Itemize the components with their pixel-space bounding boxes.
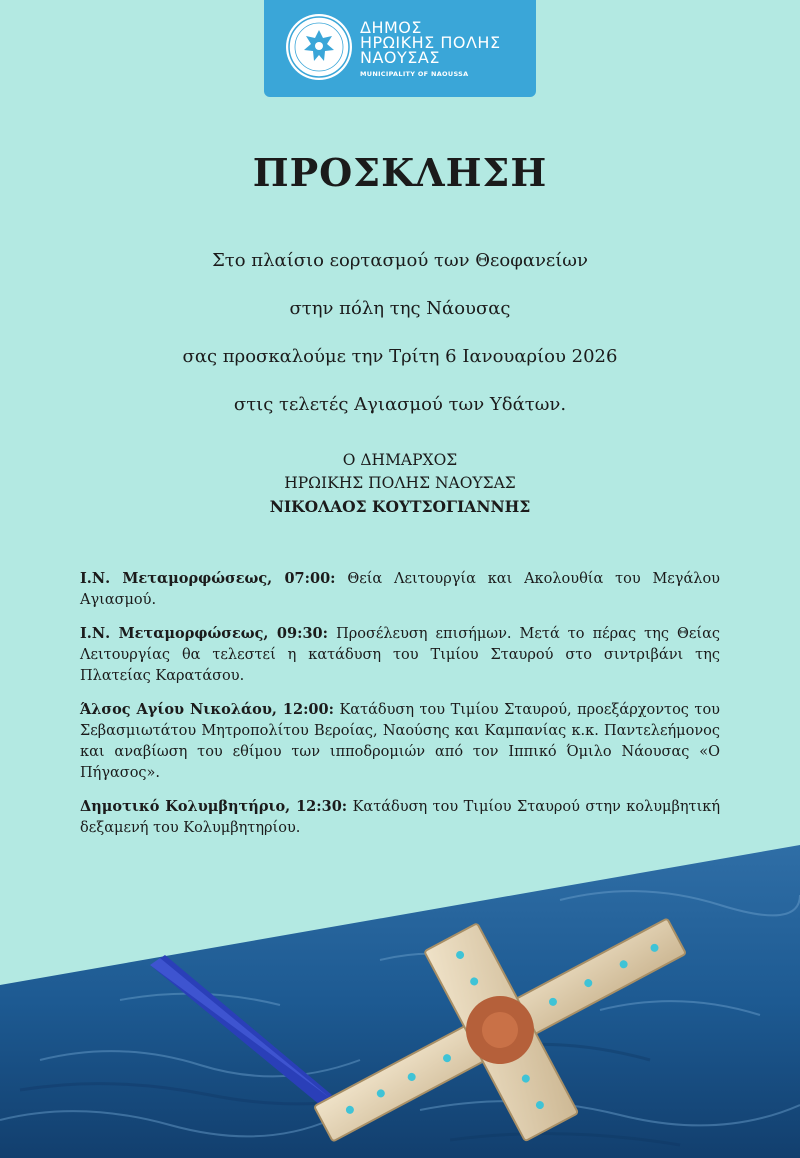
schedule-item-text: Θεία Λειτουργία και Ακολουθία του Μεγάλου Αγιασμού. — [80, 571, 721, 608]
municipality-seal-icon — [286, 14, 352, 80]
schedule-item-text: Κατάδυση του Τιμίου Σταυρού, προεξάρχοντος του Σεβασμιωτάτου Μητροπολίτου Βεροίας, Ναούσης και Καμπανίας κ.κ. Παντελεήμονος και αναβίωση του εθίμου των ιπποδρομιών από τον Ιππικό Όμιλο Νάουσας «Ο Πήγασος». — [80, 702, 720, 781]
ceremony-schedule — [80, 568, 720, 851]
page-title: ΠΡΟΣΚΛΗΣΗ — [252, 150, 548, 195]
intro-line: στις τελετές Αγιασμού των Υδάτων. — [233, 394, 567, 415]
schedule-item — [80, 623, 720, 687]
municipality-logo — [264, 0, 536, 97]
schedule-item-text: Προσέλευση επισήμων. Μετά το πέρας της Θείας Λειτουργίας θα τελεστεί η κατάδυση του Τιμίου Σταυρού στο σιντριβάνι της Πλατείας Καρατάσου. — [80, 626, 720, 684]
signature-municipality: ΗΡΩΙΚΗΣ ΠΟΛΗΣ ΝΑΟΥΣΑΣ — [284, 474, 516, 492]
intro-line: Στο πλαίσιο εορτασμού των Θεοφανείων — [212, 250, 588, 271]
schedule-item-text: Κατάδυση του Τιμίου Σταυρού στην κολυμβητική δεξαμενή του Κολυμβητηρίου. — [80, 799, 721, 836]
intro-line: στην πόλη της Νάουσας — [289, 298, 511, 319]
schedule-item — [80, 699, 720, 784]
schedule-item — [80, 568, 720, 611]
logo-line-2: ΗΡΩΙΚΗΣ ΠΟΛΗΣ — [360, 33, 501, 52]
logo-line-1: ΔΗΜΟΣ — [360, 18, 422, 37]
logo-line-3: ΝΑΟΥΣΑΣ — [360, 48, 440, 67]
logo-subtitle: MUNICIPALITY OF NAOUSSA — [360, 70, 469, 78]
schedule-item-place: Άλσος Αγίου Νικολάου, 12:00: — [80, 701, 334, 718]
intro-text — [0, 237, 800, 429]
intro-line: σας προσκαλούμε την Τρίτη 6 Ιανουαρίου 2026 — [182, 346, 618, 367]
signature-role: Ο ΔΗΜΑΡΧΟΣ — [342, 451, 458, 469]
mayor-signature — [0, 449, 800, 518]
schedule-item-place: Ι.Ν. Μεταμορφώσεως, 09:30: — [80, 625, 328, 642]
signature-name: ΝΙΚΟΛΑΟΣ ΚΟΥΤΣΟΓΙΑΝΝΗΣ — [269, 497, 531, 516]
schedule-item — [80, 796, 720, 839]
schedule-item-place: Δημοτικό Κολυμβητήριο, 12:30: — [80, 798, 348, 815]
schedule-item-place: Ι.Ν. Μεταμορφώσεως, 07:00: — [80, 570, 336, 587]
